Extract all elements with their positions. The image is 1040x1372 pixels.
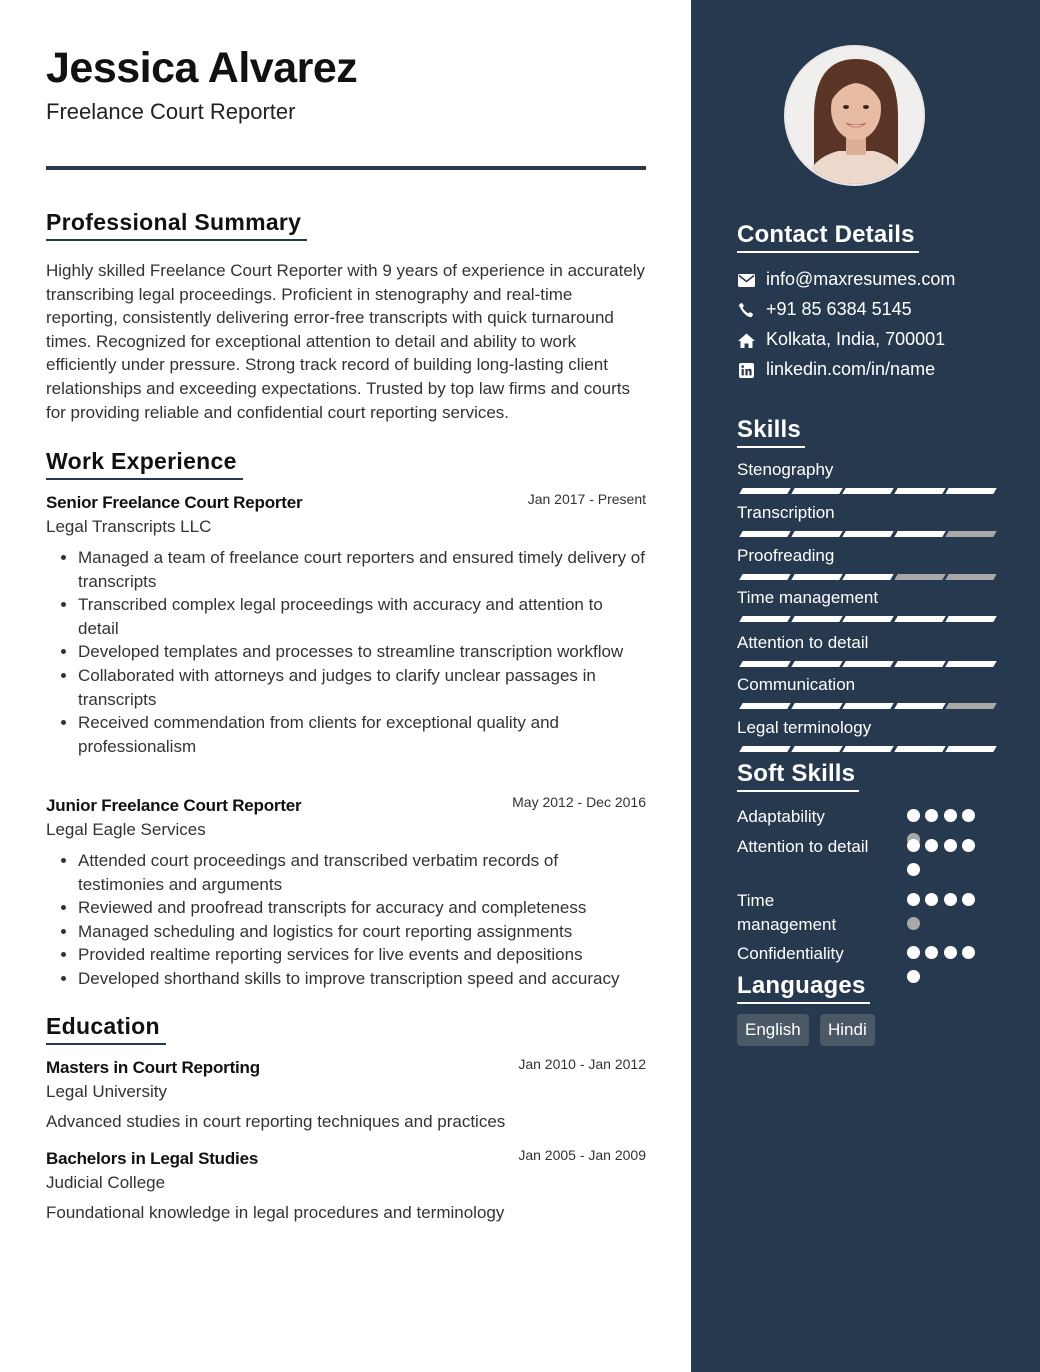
education-description: Foundational knowledge in legal procedures and terminology [46,1203,505,1222]
soft-skill-name: Adaptability [737,807,825,826]
skill-item [737,588,995,628]
skill-level-segment [894,616,945,622]
language-chip: English [737,1014,809,1046]
job-bullet: • Developed shorthand skills to improve transcription speed and accuracy [78,967,646,991]
job-bullets [46,849,646,991]
skill-level-segment [739,746,790,752]
job-bullet: • Received commendation from clients for exceptional quality and professionalism [78,711,646,758]
skill-level-segment [739,661,790,667]
skill-level-bar [737,703,995,709]
experience-heading: Work Experience [46,448,243,480]
contact-email[interactable] [737,269,1037,293]
job-bullet: • Managed a team of freelance court reporters and ensured timely delivery of transcripts [78,546,646,593]
skill-level-segment [945,531,996,537]
skill-level-segment [791,488,842,494]
job-bullet: • Managed scheduling and logistics for court reporting assignments [78,920,646,944]
skill-level-segment [739,574,790,580]
soft-skill-name: Attention to detail [737,837,869,856]
contact-heading: Contact Details [737,221,919,253]
contact-phone-text: +91 85 6384 5145 [766,299,912,319]
job-position: Senior Freelance Court Reporter [46,493,303,512]
soft-skill-rating-dot [907,946,920,959]
skill-name: Communication [737,675,856,694]
skill-level-segment [945,746,996,752]
skill-name: Transcription [737,503,835,522]
skill-level-segment [945,574,996,580]
job-bullet: • Provided realtime reporting services for live events and depositions [78,943,646,967]
skill-level-segment [791,746,842,752]
contact-email-text: info@maxresumes.com [766,269,956,289]
soft-skill-rating-dot [925,809,938,822]
contact-linkedin-text: linkedin.com/in/name [766,359,936,379]
soft-skill-rating-dot [925,839,938,852]
job-bullet: • Reviewed and proofread transcripts for accuracy and completeness [78,896,646,920]
skill-name: Stenography [737,460,834,479]
soft-skills-heading: Soft Skills [737,760,859,792]
soft-skill-rating-dot [907,893,920,906]
skill-level-bar [737,574,995,580]
soft-skill-rating-dot [907,839,920,852]
soft-skill-rating-dot [944,893,957,906]
contact-address [737,329,1037,353]
skill-level-segment [894,703,945,709]
languages-heading: Languages [737,972,870,1004]
soft-skill-rating-dot [944,809,957,822]
education-dates: Jan 2005 - Jan 2009 [518,1147,646,1163]
sidebar [691,0,1040,1372]
skill-name: Proofreading [737,546,835,565]
soft-skill-rating-dot [962,946,975,959]
home-icon [737,331,755,349]
skill-item [737,546,995,586]
skill-level-segment [945,661,996,667]
phone-icon [737,301,755,319]
header-divider [46,166,646,170]
skill-level-segment [842,703,893,709]
soft-skill-rating-dot [925,893,938,906]
skill-level-segment [894,661,945,667]
soft-skill-rating-dot [907,917,920,930]
contact-address-text: Kolkata, India, 700001 [766,329,946,349]
skill-level-segment [894,746,945,752]
soft-skill-rating-dot [907,863,920,876]
portrait-illustration [786,47,925,186]
skill-level-segment [894,574,945,580]
skill-level-segment [791,531,842,537]
soft-skill-rating-dot [907,970,920,983]
education-heading: Education [46,1013,166,1045]
skill-level-bar [737,616,995,622]
soft-skill-rating-dot [944,839,957,852]
soft-skill-rating-dot [962,893,975,906]
soft-skill-rating-dot [962,809,975,822]
skill-level-segment [894,488,945,494]
skill-level-bar [737,746,995,752]
skill-level-bar [737,531,995,537]
skill-level-segment [739,616,790,622]
skill-level-segment [842,488,893,494]
job-dates: Jan 2017 - Present [527,491,646,507]
skill-level-segment [739,703,790,709]
skill-item [737,460,995,500]
skill-level-segment [945,488,996,494]
job-bullet: • Collaborated with attorneys and judges to clarify unclear passages in transcripts [78,664,646,711]
job-company: Legal Eagle Services [46,820,206,839]
skill-name: Attention to detail [737,633,869,652]
skill-level-segment [739,531,790,537]
soft-skill-rating-dot [907,809,920,822]
education-dates: Jan 2010 - Jan 2012 [518,1056,646,1072]
skill-item [737,718,995,758]
skills-heading: Skills [737,416,805,448]
skill-item [737,633,995,673]
envelope-icon [737,271,755,289]
skill-name: Legal terminology [737,718,872,737]
job-dates: May 2012 - Dec 2016 [512,794,646,810]
skill-level-segment [791,574,842,580]
summary-heading: Professional Summary [46,209,307,241]
job-title: Freelance Court Reporter [46,99,296,124]
skill-item [737,503,995,543]
soft-skill-rating-dot [925,946,938,959]
soft-skill-name: Confidentiality [737,944,844,963]
education-description: Advanced studies in court reporting techniques and practices [46,1112,506,1131]
skill-name: Time management [737,588,879,607]
soft-skill-name: Time management [737,891,837,934]
job-company: Legal Transcripts LLC [46,517,212,536]
language-chip: Hindi [820,1014,875,1046]
skill-level-segment [842,616,893,622]
skill-level-segment [842,746,893,752]
job-bullet: • Developed templates and processes to streamline transcription workflow [78,640,646,664]
profile-photo [784,45,925,186]
linkedin-icon [737,361,755,379]
contact-linkedin[interactable] [737,359,1037,383]
education-school: Judicial College [46,1173,166,1192]
skill-level-segment [894,531,945,537]
candidate-name: Jessica Alvarez [46,44,358,92]
soft-skill-rating-dot [944,946,957,959]
job-position: Junior Freelance Court Reporter [46,796,302,815]
education-degree: Bachelors in Legal Studies [46,1149,259,1168]
skill-level-segment [945,703,996,709]
contact-phone[interactable] [737,299,1037,323]
skill-level-segment [791,616,842,622]
education-degree: Masters in Court Reporting [46,1058,260,1077]
skill-level-segment [945,616,996,622]
skill-level-segment [842,661,893,667]
skill-level-segment [739,488,790,494]
job-bullet: • Transcribed complex legal proceedings with accuracy and attention to detail [78,593,646,640]
skill-level-segment [842,574,893,580]
skill-level-segment [791,703,842,709]
skill-level-bar [737,661,995,667]
education-school: Legal University [46,1082,167,1101]
skill-level-segment [842,531,893,537]
summary-text: Highly skilled Freelance Court Reporter with 9 years of experience in accurately transcribing legal proceedings. Proficient in stenography and real-time reporting, consistently delivering error-free transcripts with quick turnaround times. Recognized for exceptional attention to detail and ability to work efficiently under pressure. Strong track record of building long-lasting client relationships and exceeding expectations. Trusted by top law firms and courts for providing reliable and confidential court reporting services. [46,261,646,422]
skill-item [737,675,995,715]
soft-skill-rating-dot [962,839,975,852]
skill-level-bar [737,488,995,494]
skill-level-segment [791,661,842,667]
job-bullet: • Attended court proceedings and transcribed verbatim records of testimonies and arguments [78,849,646,896]
job-bullets [46,546,646,758]
